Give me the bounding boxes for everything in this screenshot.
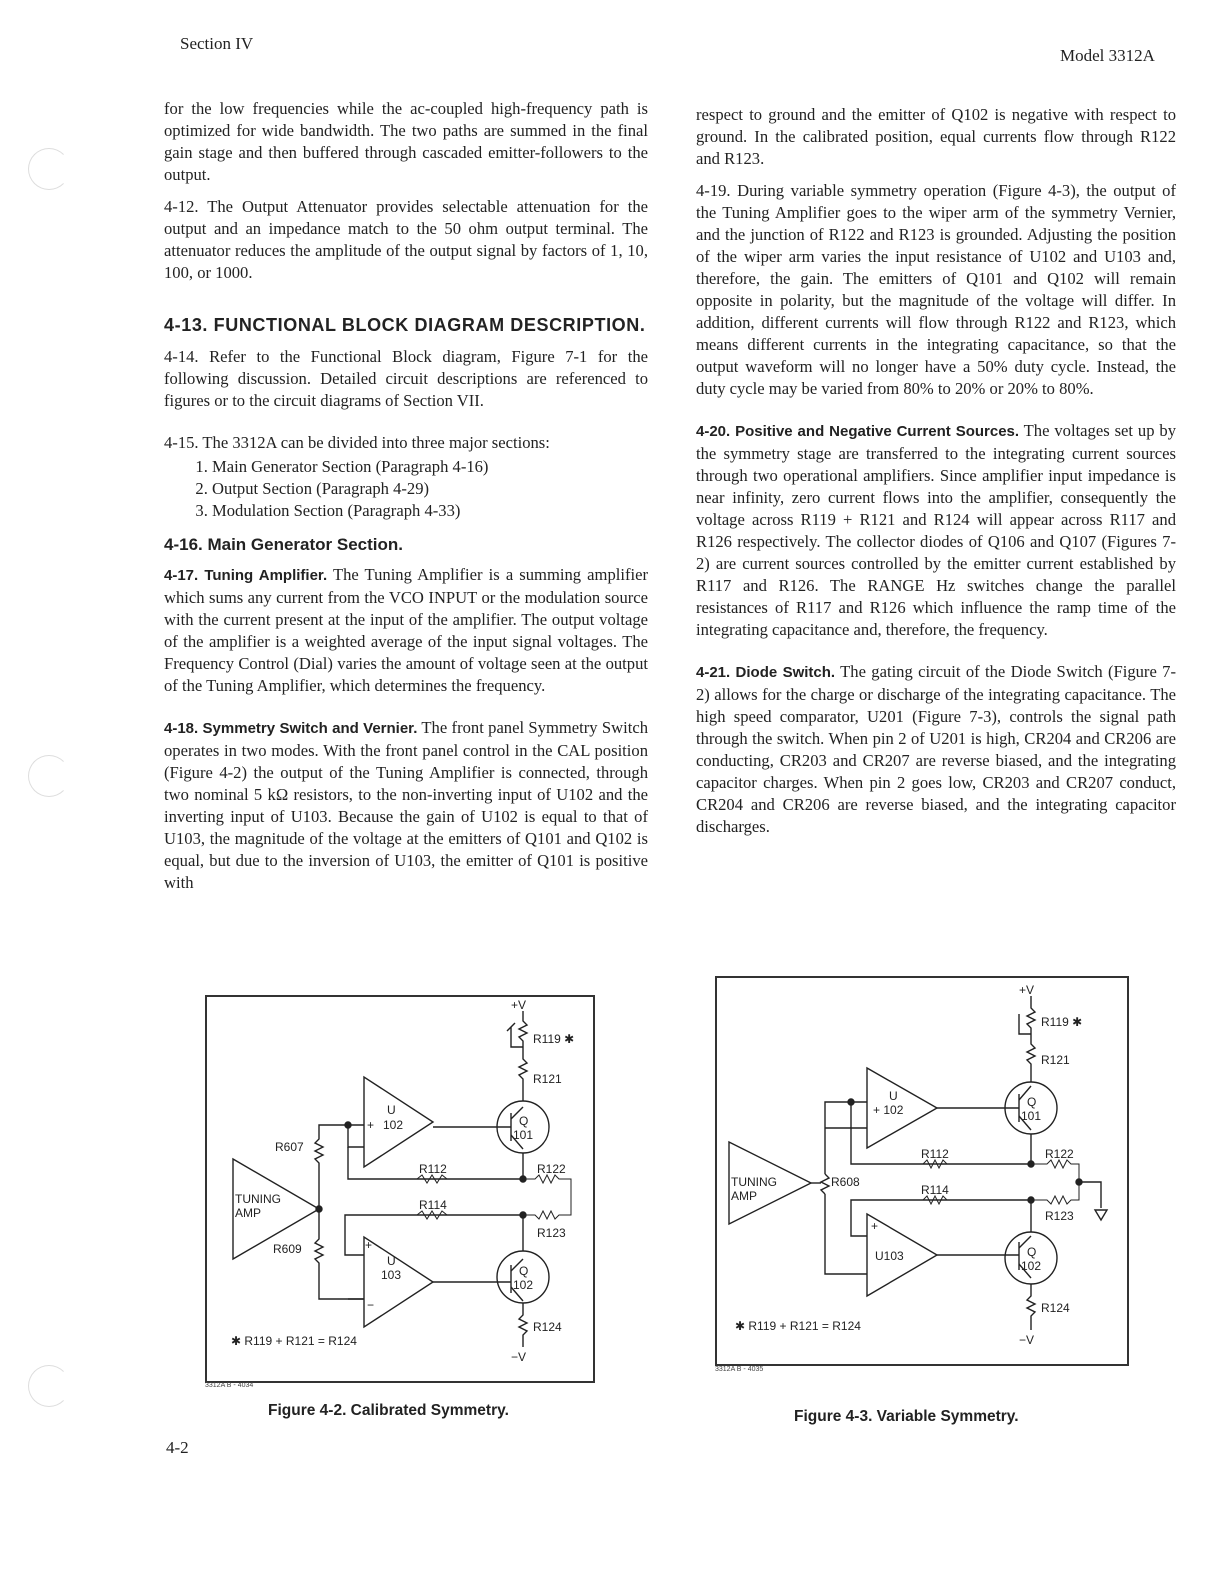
label-q101-number: 101 — [513, 1128, 534, 1142]
label-r122: R122 — [1045, 1147, 1074, 1161]
drawing-number: 3312A B - 4034 — [205, 1382, 254, 1389]
label-u102-number: 102 — [383, 1118, 404, 1132]
label-u102: U — [387, 1103, 396, 1117]
paragraph-4-12: 4-12. The Output Attenuator provides selectable attenuation for the output and an impedance match to the 50 ohm output terminal. The attenuator reduces the amplitude of the output signal by factors of 1, 10, 100, or 1000. — [164, 197, 648, 282]
figure-4-3-schematic — [717, 978, 1127, 1364]
figure-note: ✱ R119 + R121 = R124 — [735, 1319, 861, 1333]
label-tuning: TUNING — [731, 1175, 777, 1189]
model-header: Model 3312A — [1060, 46, 1155, 65]
list-item: 1. Main Generator Section (Paragraph 4-16) — [212, 456, 648, 478]
label-vplus: +V — [1019, 983, 1035, 997]
run-in-heading: 4-18. Symmetry Switch and Vernier. — [164, 720, 418, 737]
label-r114: R114 — [921, 1183, 949, 1197]
label-vplus: +V — [511, 998, 527, 1012]
label-q102-number: 102 — [513, 1278, 534, 1292]
page-number: 4-2 — [166, 1438, 189, 1457]
label-r121: R121 — [533, 1072, 562, 1086]
run-in-heading: 4-21. Diode Switch. — [696, 664, 836, 681]
label-r123: R123 — [537, 1226, 566, 1240]
label-u103-minus: − — [367, 1298, 375, 1312]
right-column — [696, 104, 1176, 848]
label-r119: R119 ✱ — [1041, 1015, 1083, 1029]
label-q102: Q — [1027, 1245, 1037, 1259]
figure-4-2-caption: Figure 4-2. Calibrated Symmetry. — [268, 1402, 509, 1419]
figure-4-2-schematic — [207, 997, 593, 1381]
paragraph-4-19: 4-19. During variable symmetry operation (Figure 4-3), the output of the Tuning Amplifier goes to the wiper arm of the symmetry Vernier, and the junction of R122 and R123 is grounded. Adjusting the position of the wiper arm varies the input resistance of U102 and U103 and, therefore, the gain. The emitters of Q101 and Q102 will remain opposite in polarity, but the magnitude of the voltage will differ. In addition, different currents will flow through R122 and R123, which means different currents in the integrating capacitance, so that the output waveform will no longer have a 50% duty cycle. Instead, the duty cycle may be varied from 80% to 20% or 20% to 80%. — [696, 181, 1176, 398]
run-in-heading: 4-20. Positive and Negative Current Sources. — [696, 423, 1020, 440]
label-r123: R123 — [1045, 1209, 1074, 1223]
label-tuning: TUNING — [235, 1192, 281, 1206]
list-item: 3. Modulation Section (Paragraph 4-33) — [212, 500, 648, 522]
figure-4-3-caption: Figure 4-3. Variable Symmetry. — [794, 1408, 1019, 1425]
label-u102: U — [889, 1089, 898, 1103]
paragraph-intro: for the low frequencies while the ac-coupled high-frequency path is optimized for wide bandwidth. The two paths are summed in the final gain stage and then buffered through cascaded emitter-followers to the output. — [164, 99, 648, 184]
paragraph-body: The gating circuit of the Diode Switch (Figure 7-2) allows for the charge or discharge of the integrating capacitance. The high speed comparator, U201 (Figure 7-3), controls the signal path through the switch. When pin 2 of U201 is high, CR204 and CR206 are conducting, CR203 and CR207 are reverse biased, and the integrating capacitor charges. When pin 2 goes low, CR203 and CR207 conduct, CR204 and CR206 are reverse biased, and the integrating capacitor discharges. — [696, 662, 1176, 836]
label-q101: Q — [1027, 1095, 1037, 1109]
figure-4-2-frame — [205, 995, 595, 1383]
label-u102-plus: + — [367, 1118, 375, 1132]
paragraph-4-18 — [164, 717, 648, 894]
label-q101-number: 101 — [1021, 1109, 1042, 1123]
label-r121: R121 — [1041, 1053, 1070, 1067]
section-list — [164, 456, 648, 522]
label-q102-number: 102 — [1021, 1259, 1042, 1273]
label-r114: R114 — [419, 1198, 447, 1212]
label-u103-number: 103 — [381, 1268, 402, 1282]
label-r112: R112 — [419, 1162, 447, 1176]
heading-4-16: 4-16. Main Generator Section. — [164, 535, 404, 554]
paragraph-body: The front panel Symmetry Switch operates in two modes. With the front panel control in the CAL position (Figure 4-2) the output of the Tuning Amplifier is connected, through two nominal 5 kΩ resistors, to the non-inverting input of U102 and the inverting input of U103. Because the gain of U102 is equal to that of U103, the magnitude of the voltage at the emitters of Q101 and Q102 is equal, but due to the inversion of U103, the emitter of Q101 is positive with — [164, 718, 648, 892]
heading-4-13: 4-13. FUNCTIONAL BLOCK DIAGRAM DESCRIPTION. — [164, 315, 646, 335]
label-u102-number: + 102 — [873, 1103, 904, 1117]
paragraph-4-14: 4-14. Refer to the Functional Block diagram, Figure 7-1 for the following discussion. Detailed circuit descriptions are referenced to figures or to the circuit diagrams of Section VII. — [164, 347, 648, 410]
label-r122: R122 — [537, 1162, 566, 1176]
label-q102: Q — [519, 1264, 529, 1278]
figure-note: ✱ R119 + R121 = R124 — [231, 1334, 357, 1348]
label-u103: U103 — [875, 1249, 904, 1263]
figure-4-3-frame — [715, 976, 1129, 1366]
label-r112: R112 — [921, 1147, 949, 1161]
label-amp: AMP — [731, 1189, 758, 1203]
paragraph-4-15: 4-15. The 3312A can be divided into three major sections: — [164, 433, 550, 452]
run-in-heading: 4-17. Tuning Amplifier. — [164, 567, 328, 584]
left-column — [164, 98, 648, 904]
label-r124: R124 — [533, 1320, 562, 1334]
label-r609: R609 — [273, 1242, 302, 1256]
paragraph-4-21 — [696, 661, 1176, 838]
binder-hole — [28, 1365, 70, 1407]
label-q101: Q — [519, 1114, 529, 1128]
section-header: Section IV — [180, 34, 254, 53]
list-item: 2. Output Section (Paragraph 4-29) — [212, 478, 648, 500]
paragraph-continued: respect to ground and the emitter of Q102 is negative with respect to ground. In the calibrated position, equal currents flow through R122 and R123. — [696, 105, 1176, 168]
label-vminus: −V — [1019, 1333, 1035, 1347]
label-r124: R124 — [1041, 1301, 1070, 1315]
label-r119: R119 ✱ — [533, 1032, 575, 1046]
paragraph-4-17 — [164, 564, 648, 697]
label-vminus: −V — [511, 1350, 527, 1364]
label-u103-plus: + — [365, 1238, 373, 1252]
drawing-number: 3312A B - 4035 — [715, 1366, 764, 1373]
label-amp: AMP — [235, 1206, 262, 1220]
binder-hole — [28, 755, 70, 797]
binder-hole — [28, 148, 70, 190]
label-u103-plus: + — [871, 1219, 879, 1233]
label-r608: R608 — [831, 1175, 860, 1189]
paragraph-body: The Tuning Amplifier is a summing amplifier which sums any current from the VCO INPUT or the modulation source with the current present at the input of the amplifier. The output voltage of the amplifier is a weighted average of the input signal voltages. The Frequency Control (Dial) varies the amount of voltage seen at the output of the Tuning Amplifier, which determines the frequency. — [164, 565, 648, 695]
label-u103: U — [387, 1254, 396, 1268]
paragraph-4-20 — [696, 420, 1176, 641]
paragraph-body: The voltages set up by the symmetry stage are transferred to the integrating current sources through two operational amplifiers. Since amplifier input impedance is near infinity, zero current flows into the amplifier, consequently the voltage across R119 + R121 and R124 will appear across R117 and R126 respectively. The collector diodes of Q106 and Q107 (Figures 7-2) are current sources controlled by the emitter current established by R117 and R126. The RANGE Hz switches change the parallel resistances of R117 and R126 which influence the ramp time of the integrating capacitance and, therefore, the frequency. — [696, 421, 1177, 639]
label-r607: R607 — [275, 1140, 304, 1154]
